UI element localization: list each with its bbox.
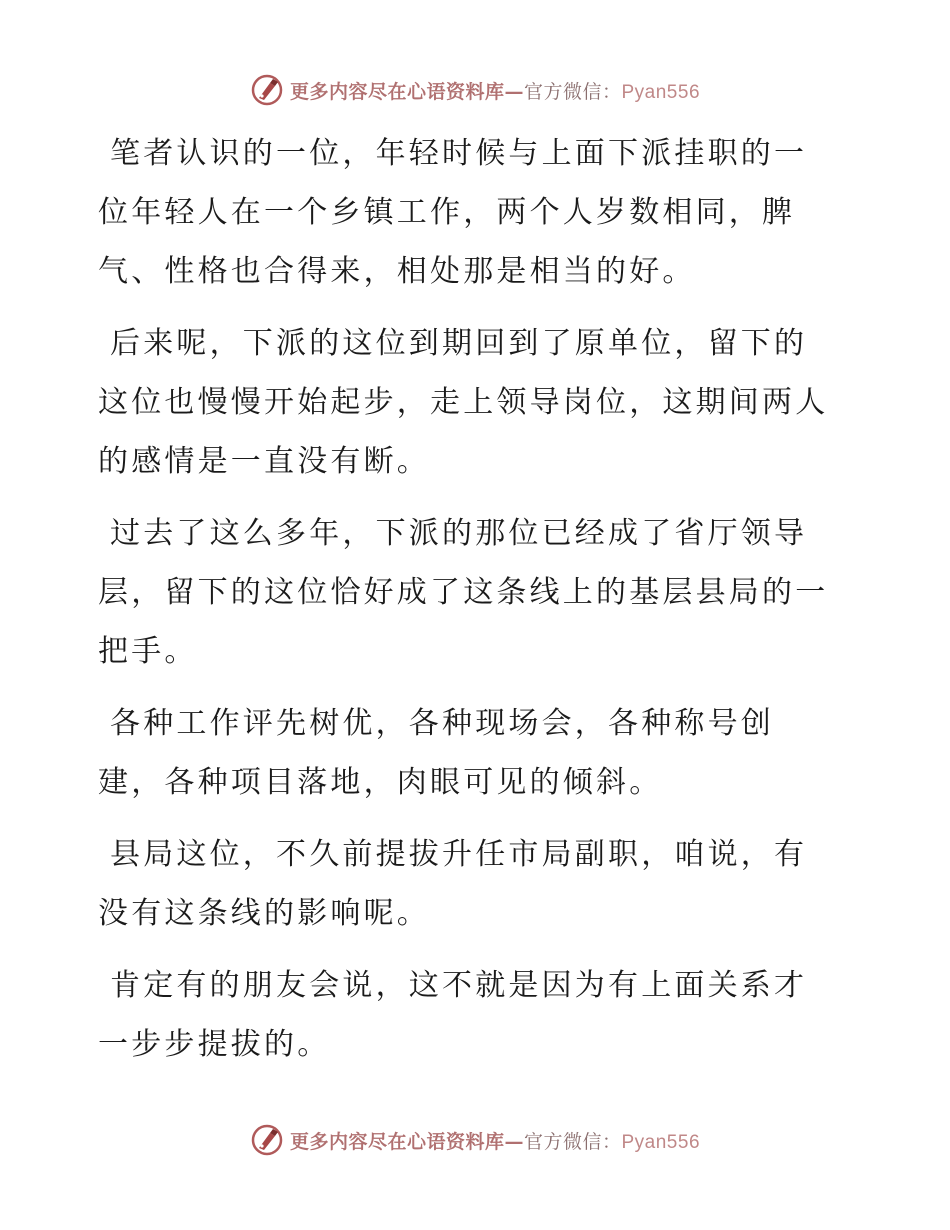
paragraph-4: 各种工作评先树优，各种现场会，各种称号创 建，各种项目落地，肉眼可见的倾斜。 bbox=[98, 706, 774, 800]
paragraph-2: 后来呢，下派的这位到期回到了原单位，留下的 这位也慢慢开始起步，走上领导岗位，这期间两人 的感情是一直没有断。 bbox=[98, 326, 829, 479]
watermark-text bbox=[290, 1127, 700, 1154]
watermark-site: 更多内容尽在心语资料库— bbox=[289, 80, 524, 103]
paragraph-1: 笔者认识的一位，年轻时候与上面下派挂职的一 位年轻人在一个乡镇工作，两个人岁数相同，脾 气、性格也合得来，相处那是相当的好。 bbox=[98, 136, 808, 289]
watermark-wechat-id: Pyan556 bbox=[621, 1131, 701, 1153]
watermark-wechat-id: Pyan556 bbox=[621, 81, 701, 103]
header-watermark bbox=[0, 72, 950, 108]
pen-nib-icon bbox=[250, 73, 284, 107]
paragraph-5: 县局这位，不久前提拔升任市局副职，咱说，有 没有这条线的影响呢。 bbox=[98, 837, 808, 931]
watermark-text bbox=[290, 77, 700, 104]
footer-watermark bbox=[0, 1122, 950, 1158]
pen-nib-icon bbox=[250, 1123, 284, 1157]
paragraph-6: 肯定有的朋友会说，这不就是因为有上面关系才 一步步提拔的。 bbox=[98, 968, 808, 1062]
paragraph-3: 过去了这么多年，下派的那位已经成了省厅领导 层，留下的这位恰好成了这条线上的基层县局的一 把手。 bbox=[98, 516, 829, 669]
watermark-wechat-label: 官方微信： bbox=[523, 1130, 622, 1153]
watermark-wechat-label: 官方微信： bbox=[523, 80, 622, 103]
watermark-site: 更多内容尽在心语资料库— bbox=[289, 1130, 524, 1153]
article-body bbox=[98, 124, 858, 1087]
